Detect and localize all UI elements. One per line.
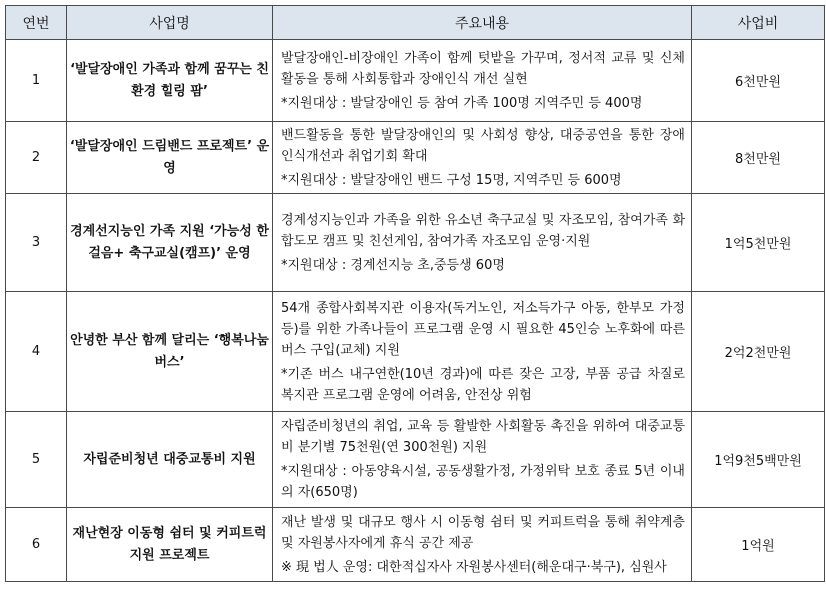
- content-target: *지원대상 : 발달장애인 밴드 구성 15명, 지역주민 등 600명: [281, 172, 622, 188]
- project-name: 경계선지능인 가족 지원 ‘가능성 한걸음+ 축구교실(캠프)’ 운영: [67, 194, 273, 292]
- header-cell-budget: 사업비: [692, 6, 825, 40]
- project-name: ‘발달장애인 드림밴드 프로젝트’ 운영: [67, 122, 273, 194]
- project-name: 재난현장 이동형 쉼터 및 커피트럭 지원 프로젝트: [67, 508, 273, 582]
- project-content: [273, 194, 692, 292]
- table-row: [6, 292, 825, 412]
- content-target: ※ 現 법人 운영: 대한적십자사 자원봉사센터(해운대구·북구), 심원사: [281, 559, 667, 575]
- project-name: 안녕한 부산 함께 달리는 ‘행복나눔 버스’: [67, 292, 273, 412]
- project-name: 자립준비청년 대중교통비 지원: [67, 412, 273, 508]
- content-target: *기존 버스 내구연한(10년 경과)에 따른 잦은 고장, 부품 공급 차질로 복지관 프로그램 운영에 어려움, 안전상 위험: [281, 366, 685, 403]
- project-budget: 1억9천5백만원: [692, 412, 825, 508]
- project-name: ‘발달장애인 가족과 함께 꿈꾸는 친환경 힐링 팜’: [67, 40, 273, 122]
- content-main: 54개 종합사회복지관 이용자(독거노인, 저소득가구 아동, 한부모 가정 등)를 위한 가족나들이 프로그램 운영 시 필요한 45인승 노후화에 따른 버스 구입(교체) 지원: [281, 300, 685, 358]
- header-cell-num: 연번: [6, 6, 67, 40]
- table-row: [6, 194, 825, 292]
- content-target: *지원대상 : 아동양육시설, 공동생활가정, 가정위탁 보호 종료 5년 이내의 자(650명): [281, 464, 685, 500]
- table-row: [6, 40, 825, 122]
- header-cell-name: 사업명: [67, 6, 273, 40]
- content-target: *지원대상 : 경계선지능 초,중등생 60명: [281, 257, 505, 273]
- table-row: [6, 122, 825, 194]
- table-row: [6, 412, 825, 508]
- project-budget: 1억5천만원: [692, 194, 825, 292]
- row-number: 4: [6, 292, 67, 412]
- project-content: [273, 122, 692, 194]
- project-content: [273, 40, 692, 122]
- project-budget: 1억원: [692, 508, 825, 582]
- row-number: 2: [6, 122, 67, 194]
- project-content: [273, 412, 692, 508]
- project-budget: 8천만원: [692, 122, 825, 194]
- row-number: 6: [6, 508, 67, 582]
- content-target: *지원대상 : 발달장애인 등 참여 가족 100명 지역주민 등 400명: [281, 95, 643, 111]
- project-budget: 2억2천만원: [692, 292, 825, 412]
- project-content: [273, 292, 692, 412]
- project-content: [273, 508, 692, 582]
- content-main: 재난 발생 및 대규모 행사 시 이동형 쉼터 및 커피트럭을 통해 취약계층 및 자원봉사자에게 휴식 공간 제공: [281, 514, 685, 551]
- table-row: [6, 508, 825, 582]
- content-main: 발달장애인-비장애인 가족이 함께 텃밭을 가꾸며, 정서적 교류 및 신체활동을 통해 사회통합과 장애인식 개선 실현: [281, 50, 685, 87]
- row-number: 1: [6, 40, 67, 122]
- header-row: [6, 6, 825, 40]
- row-number: 3: [6, 194, 67, 292]
- row-number: 5: [6, 412, 67, 508]
- content-main: 밴드활동을 통한 발달장애인의 및 사회성 향상, 대중공연을 통한 장애 인식개선과 취업기회 확대: [281, 127, 685, 164]
- content-main: 자립준비청년의 취업, 교육 등 활발한 사회활동 촉진을 위하여 대중교통비 분기별 75천원(연 300천원) 지원: [281, 419, 685, 455]
- project-budget: 6천만원: [692, 40, 825, 122]
- header-cell-content: 주요내용: [273, 6, 692, 40]
- content-main: 경계성지능인과 가족을 위한 유소년 축구교실 및 자조모임, 참여가족 화합도모 캠프 및 친선게임, 참여가족 자조모임 운영·지원: [281, 212, 685, 249]
- project-table: [5, 5, 825, 582]
